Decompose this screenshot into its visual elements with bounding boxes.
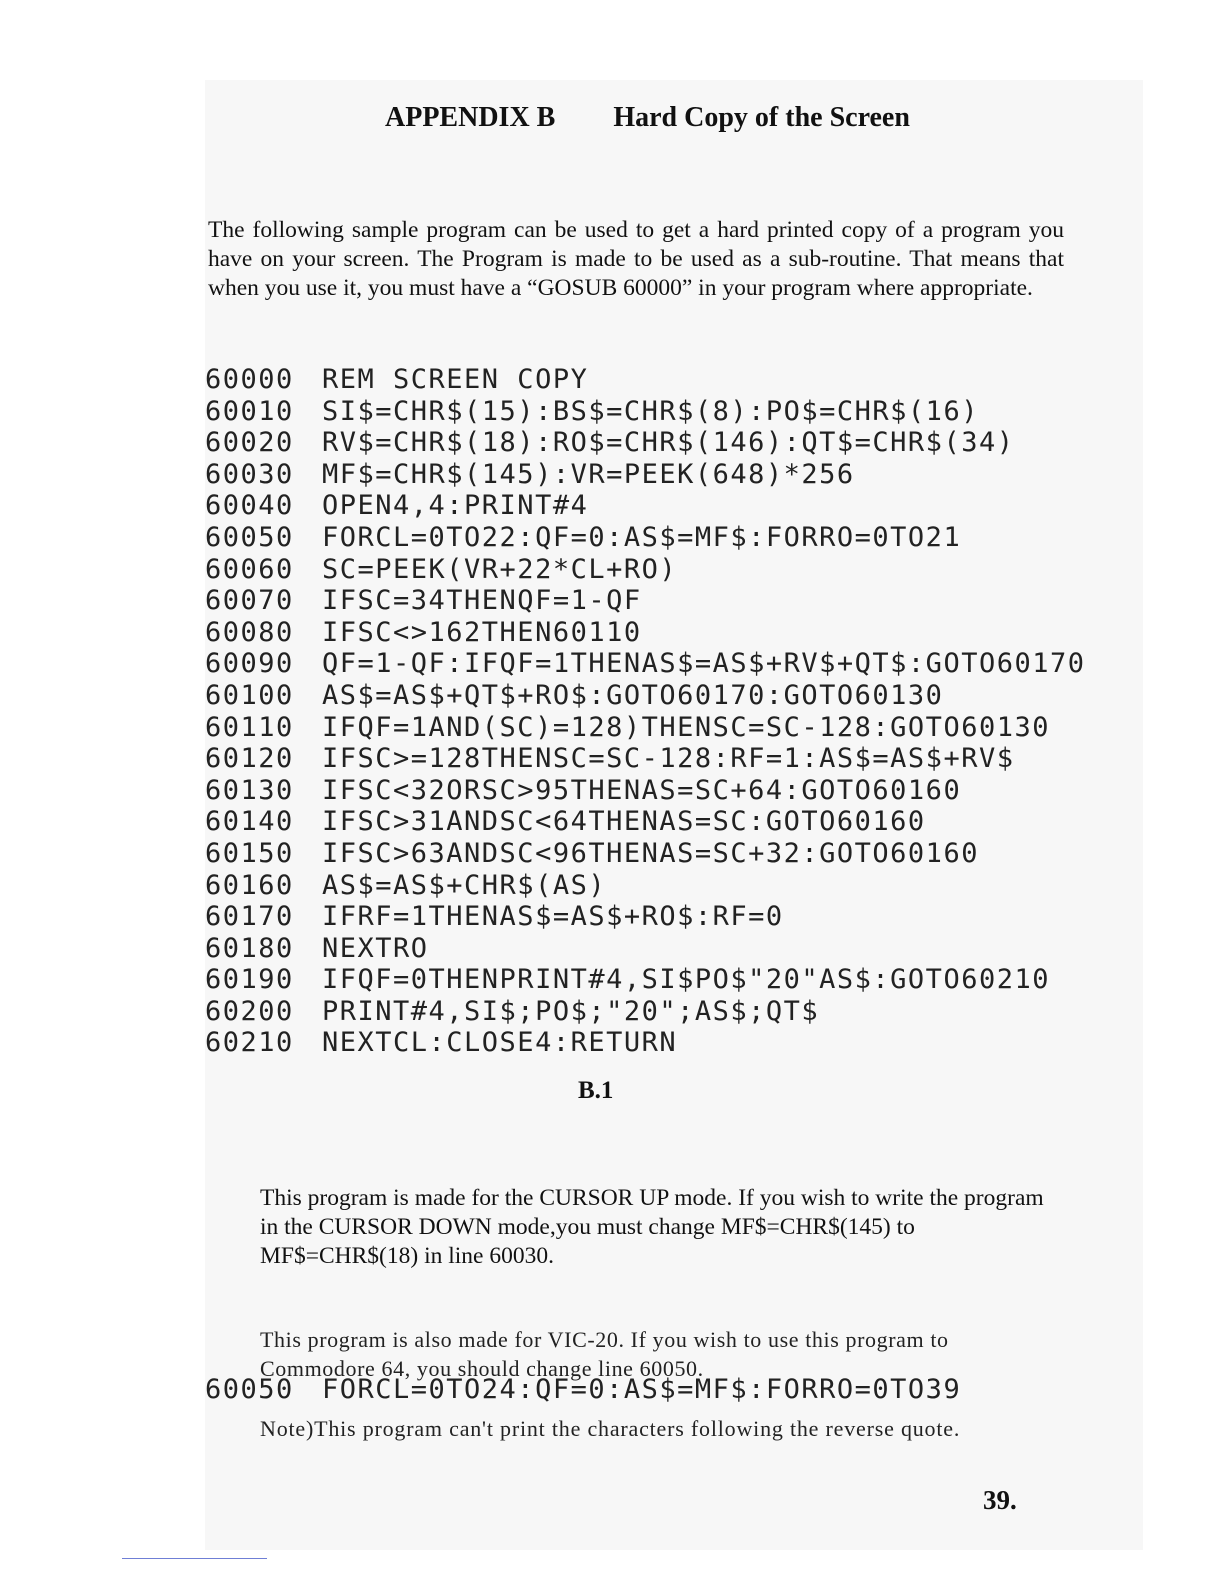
line-number: 60060: [205, 553, 294, 585]
line-number: 60080: [205, 616, 294, 648]
line-code: QF=1-QF:IFQF=1THENAS$=AS$+RV$+QT$:GOTO60170: [322, 648, 1086, 680]
figure-label: B.1: [578, 1077, 614, 1104]
code-line: [205, 838, 1085, 870]
line-code: NEXTCL:CLOSE4:RETURN: [322, 1027, 678, 1059]
footer-rule: [122, 1558, 267, 1559]
code-line: [205, 806, 1085, 838]
code-line: [205, 364, 1085, 396]
line-code: SI$=CHR$(15):BS$=CHR$(8):PO$=CHR$(16): [322, 395, 979, 427]
line-code: OPEN4,4:PRINT#4: [322, 490, 589, 522]
line-number: 60130: [205, 774, 294, 806]
code-line: [205, 1374, 961, 1406]
line-code: IFSC<>162THEN60110: [322, 616, 642, 648]
line-code: RV$=CHR$(18):RO$=CHR$(146):QT$=CHR$(34): [322, 427, 1015, 459]
line-code: IFSC>=128THENSC=SC-128:RF=1:AS$=AS$+RV$: [322, 743, 1015, 775]
line-code: SC=PEEK(VR+22*CL+RO): [322, 553, 678, 585]
program-listing: [205, 364, 1085, 1059]
line-code: AS$=AS$+QT$+RO$:GOTO60170:GOTO60130: [322, 679, 944, 711]
c64-code-line: [205, 1374, 961, 1406]
line-code: PRINT#4,SI$;PO$;"20";AS$;QT$: [322, 995, 820, 1027]
line-number: 60040: [205, 490, 294, 522]
code-line: [205, 901, 1085, 933]
code-line: [205, 459, 1085, 491]
line-code: FORCL=0TO24:QF=0:AS$=MF$:FORRO=0TO39: [322, 1374, 962, 1405]
line-code: REM SCREEN COPY: [322, 364, 589, 395]
code-line: [205, 680, 1085, 712]
line-code: IFRF=1THENAS$=AS$+RO$:RF=0: [322, 901, 784, 933]
line-code: IFSC>31ANDSC<64THENAS=SC:GOTO60160: [322, 806, 926, 838]
line-number: 60100: [205, 679, 294, 711]
code-line: [205, 585, 1085, 617]
line-number: 60150: [205, 837, 294, 869]
line-number: 60180: [205, 932, 294, 964]
code-line: [205, 554, 1085, 586]
line-number: 60050: [205, 521, 294, 553]
line-number: 60200: [205, 995, 294, 1027]
line-number: 60210: [205, 1027, 294, 1059]
line-number: 60140: [205, 806, 294, 838]
line-number: 60090: [205, 648, 294, 680]
page-heading: [385, 102, 910, 134]
code-line: [205, 712, 1085, 744]
appendix-label: APPENDIX B: [385, 102, 556, 133]
line-code: IFQF=0THENPRINT#4,SI$PO$"20"AS$:GOTO60210: [322, 964, 1050, 996]
code-line: [205, 522, 1085, 554]
code-line: [205, 1027, 1085, 1059]
code-line: [205, 648, 1085, 680]
line-code: AS$=AS$+CHR$(AS): [322, 869, 607, 901]
line-code: IFQF=1AND(SC)=128)THENSC=SC-128:GOTO60130: [322, 711, 1050, 743]
code-line: [205, 396, 1085, 428]
line-number: 60050: [205, 1374, 294, 1405]
line-number: 60000: [205, 364, 294, 395]
page-number: 39.: [983, 1485, 1017, 1515]
line-number: 60170: [205, 901, 294, 933]
line-number: 60010: [205, 395, 294, 427]
code-line: [205, 617, 1085, 649]
code-line: [205, 743, 1085, 775]
line-code: FORCL=0TO22:QF=0:AS$=MF$:FORRO=0TO21: [322, 521, 962, 553]
code-line: [205, 870, 1085, 902]
line-code: IFSC=34THENQF=1-QF: [322, 585, 642, 617]
line-number: 60020: [205, 427, 294, 459]
code-line: [205, 427, 1085, 459]
line-code: NEXTRO: [322, 932, 429, 964]
line-number: 60120: [205, 743, 294, 775]
code-line: [205, 490, 1085, 522]
commodore-64-note: This program is also made for VIC-20. If you wish to use this program to Commodore 64, you should change line 60050.: [260, 1327, 949, 1381]
cursor-mode-note: This program is made for the CURSOR UP mode. If you wish to write the program in the CURSOR DOWN mode,you must change MF$=CHR$(145) to MF$=CHR$(18) in line 60030.: [260, 1184, 1044, 1269]
line-number: 60190: [205, 964, 294, 996]
line-number: 60070: [205, 585, 294, 617]
line-code: IFSC<32ORSC>95THENAS=SC+64:GOTO60160: [322, 774, 962, 806]
line-number: 60160: [205, 869, 294, 901]
line-code: MF$=CHR$(145):VR=PEEK(648)*256: [322, 458, 855, 490]
intro-paragraph: The following sample program can be used to get a hard printed copy of a program you have on your screen. The Program is made to be used as a sub-routine. That means that when you use it, you must have a “GOSUB 60000” in your program where appropriate.: [208, 216, 1064, 301]
code-line: [205, 996, 1085, 1028]
code-line: [205, 964, 1085, 996]
code-line: [205, 933, 1085, 965]
line-code: IFSC>63ANDSC<96THENAS=SC+32:GOTO60160: [322, 837, 979, 869]
appendix-title: Hard Copy of the Screen: [613, 102, 910, 133]
code-line: [205, 775, 1085, 807]
line-number: 60110: [205, 711, 294, 743]
reverse-quote-note: Note)This program can't print the characters following the reverse quote.: [260, 1416, 961, 1441]
line-number: 60030: [205, 458, 294, 490]
